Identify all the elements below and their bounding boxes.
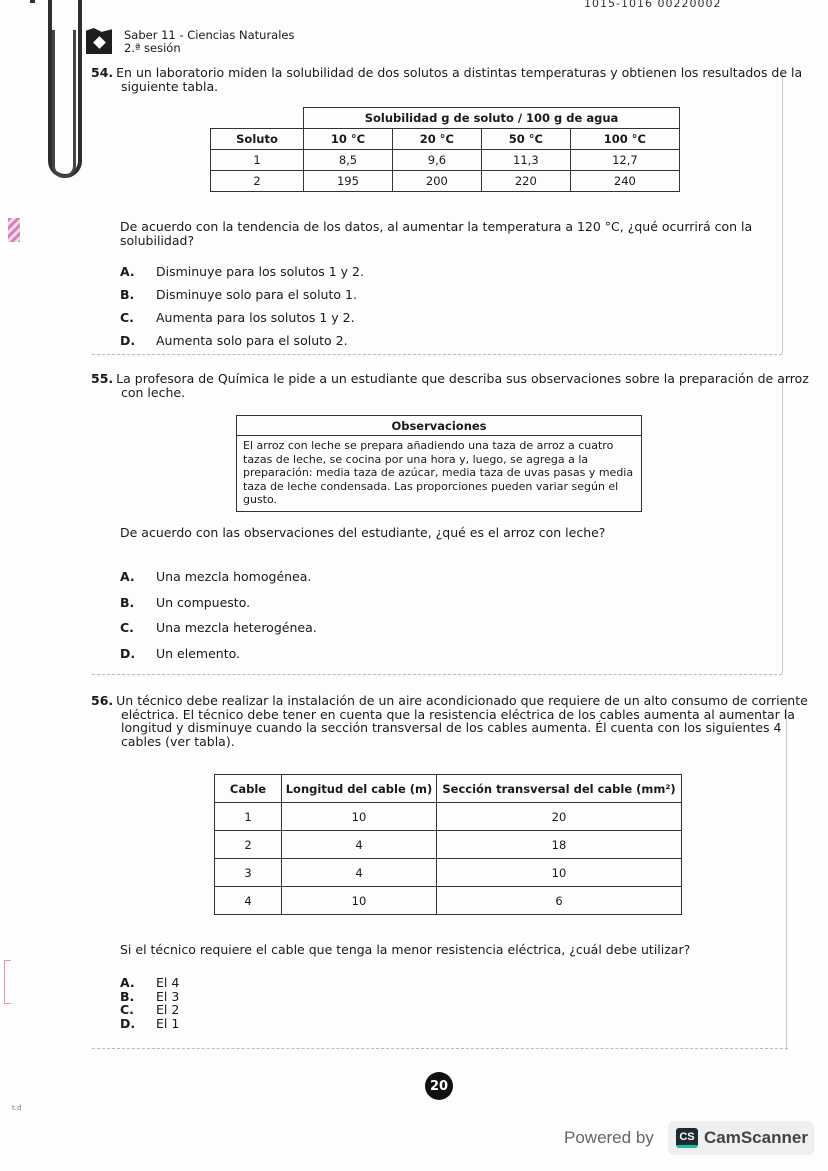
table-cell: 3 [215, 859, 282, 887]
option-text: Una mezcla heterogénea. [156, 620, 317, 635]
powered-by-label: Powered by [564, 1128, 654, 1147]
option-c[interactable] [120, 615, 317, 641]
option-text: Disminuye para los solutos 1 y 2. [156, 264, 364, 279]
camscanner-badge [668, 1121, 814, 1155]
question-stem: De acuerdo con la tendencia de los datos, al aumentar la temperatura a 120 °C, ¿qué ocurrirá con la solubilidad? [120, 219, 753, 248]
option-b[interactable] [120, 283, 364, 306]
page-number-badge: 20 [425, 1072, 453, 1100]
option-letter: B. [120, 594, 135, 610]
scan-artifact [30, 0, 35, 3]
subject-title: Saber 11 - Ciencias Naturales [124, 28, 295, 42]
session-label: 2.ª sesión [124, 41, 181, 55]
option-letter: C. [120, 1002, 134, 1017]
section-border [786, 700, 787, 1050]
question-text: La profesora de Química le pide a un estudiante que describa sus observaciones sobre la preparación de arroz con leche. [116, 371, 809, 400]
question-text: Un técnico debe realizar la instalación de un aire acondicionado que requiere de un alto consumo de corriente eléctrica. El técnico debe tener en cuenta que la resistencia eléctrica de los cables aumenta al aumentar la longitud y disminuye cuando la sección transversal de los cables aumenta. Él cuenta con los siguientes 4 cables (ver tabla). [116, 693, 808, 749]
table-cell: 6 [437, 887, 682, 915]
option-text: El 1 [156, 1015, 180, 1031]
option-text: Un elemento. [156, 645, 240, 661]
option-c[interactable] [120, 1003, 179, 1017]
column-header: 100 °C [570, 129, 679, 150]
table-cell: 2 [211, 171, 304, 192]
scan-artifact-text: t.d [12, 1104, 22, 1112]
table-cell: 11,3 [481, 150, 570, 171]
column-header: Cable [215, 775, 282, 803]
option-text: Un compuesto. [156, 594, 251, 610]
observations-box [236, 415, 642, 512]
icfes-logo-icon [86, 28, 112, 54]
table-cell: 220 [481, 171, 570, 192]
margin-mark [4, 960, 11, 1004]
option-letter: A. [120, 569, 135, 584]
option-d[interactable] [120, 641, 317, 667]
table-cell: 240 [570, 171, 679, 192]
cables-table [214, 774, 682, 915]
section-divider [92, 1048, 788, 1049]
table-cell: 1 [215, 803, 282, 831]
observations-body: El arroz con leche se prepara añadiendo una taza de arroz a cuatro tazas de leche, se cocina por una hora y, luego, se agrega a la preparación: media taza de azúcar, media taza de uvas pasas y media taza de leche condensada. Las proporciones pueden variar según el gusto. [243, 439, 634, 506]
section-divider [92, 354, 782, 355]
question-56 [91, 694, 811, 748]
question-stem: De acuerdo con las observaciones del estudiante, ¿qué es el arroz con leche? [120, 525, 606, 540]
section-border [782, 72, 783, 354]
table-cell: 10 [282, 887, 437, 915]
option-letter: B. [120, 287, 135, 302]
table-cell: 4 [215, 887, 282, 915]
option-text: El 2 [156, 1002, 180, 1017]
option-text: Aumenta solo para el soluto 2. [156, 333, 348, 348]
table-cell: 8,5 [304, 150, 393, 171]
table-row [215, 803, 682, 831]
camscanner-logo-icon: CS [676, 1128, 698, 1148]
column-header: 10 °C [304, 129, 393, 150]
option-letter: D. [120, 333, 136, 348]
column-header: Longitud del cable (m) [282, 775, 437, 803]
table-row [215, 831, 682, 859]
table-row [211, 171, 680, 192]
option-a[interactable] [120, 564, 317, 590]
option-text: Aumenta para los solutos 1 y 2. [156, 310, 355, 325]
table-row [215, 887, 682, 915]
table-cell: 2 [215, 831, 282, 859]
option-text: Una mezcla homogénea. [156, 569, 312, 584]
table-cell: 4 [282, 831, 437, 859]
option-d[interactable] [120, 329, 364, 352]
option-a[interactable] [120, 976, 179, 990]
column-header: 50 °C [481, 129, 570, 150]
table-cell: 20 [437, 803, 682, 831]
option-letter: C. [120, 310, 134, 325]
option-letter: B. [120, 988, 135, 1004]
option-text: El 4 [156, 975, 180, 990]
question-number: 56. [91, 693, 114, 708]
paper-clip-inner [52, 30, 76, 178]
option-b[interactable] [120, 990, 179, 1004]
table-cell: 195 [304, 171, 393, 192]
table-cell: 10 [437, 859, 682, 887]
question-54 [91, 66, 811, 94]
table-cell: 9,6 [392, 150, 481, 171]
table-cell: 10 [282, 803, 437, 831]
section-border [782, 378, 783, 674]
option-d[interactable] [120, 1017, 179, 1031]
table-cell: 18 [437, 831, 682, 859]
question-number: 54. [91, 65, 114, 80]
table-cell: 12,7 [570, 150, 679, 171]
option-c[interactable] [120, 306, 364, 329]
question-55 [91, 372, 811, 400]
table-row [215, 859, 682, 887]
observations-title: Observaciones [237, 416, 641, 436]
question-text: En un laboratorio miden la solubilidad de dos solutos a distintas temperaturas y obtienen los resultados de la siguiente tabla. [116, 65, 803, 94]
table-row [211, 150, 680, 171]
solubility-table [210, 107, 680, 192]
column-header: Sección transversal del cable (mm²) [437, 775, 682, 803]
table-cell: 4 [282, 859, 437, 887]
option-letter: A. [120, 264, 135, 279]
option-text: Disminuye solo para el soluto 1. [156, 287, 357, 302]
answer-options [120, 564, 317, 666]
option-b[interactable] [120, 590, 317, 616]
table-cell: 1 [211, 150, 304, 171]
section-divider [92, 674, 782, 675]
highlighter-mark [8, 218, 20, 242]
camscanner-brand: CamScanner [704, 1128, 808, 1147]
column-header: Soluto [211, 129, 304, 150]
table-group-header: Solubilidad g de soluto / 100 g de agua [304, 108, 680, 129]
question-stem: Si el técnico requiere el cable que tenga la menor resistencia eléctrica, ¿cuál debe utilizar? [120, 942, 691, 957]
option-letter: A. [120, 975, 135, 990]
table-cell: 200 [392, 171, 481, 192]
option-a[interactable] [120, 260, 364, 283]
document-code: 1015-1016 00220002 [584, 0, 722, 8]
answer-options [120, 976, 179, 1030]
column-header: 20 °C [392, 129, 481, 150]
option-text: El 3 [156, 988, 180, 1004]
option-letter: D. [120, 1015, 136, 1031]
question-number: 55. [91, 371, 114, 386]
option-letter: C. [120, 620, 134, 635]
option-letter: D. [120, 645, 136, 661]
answer-options [120, 260, 364, 352]
